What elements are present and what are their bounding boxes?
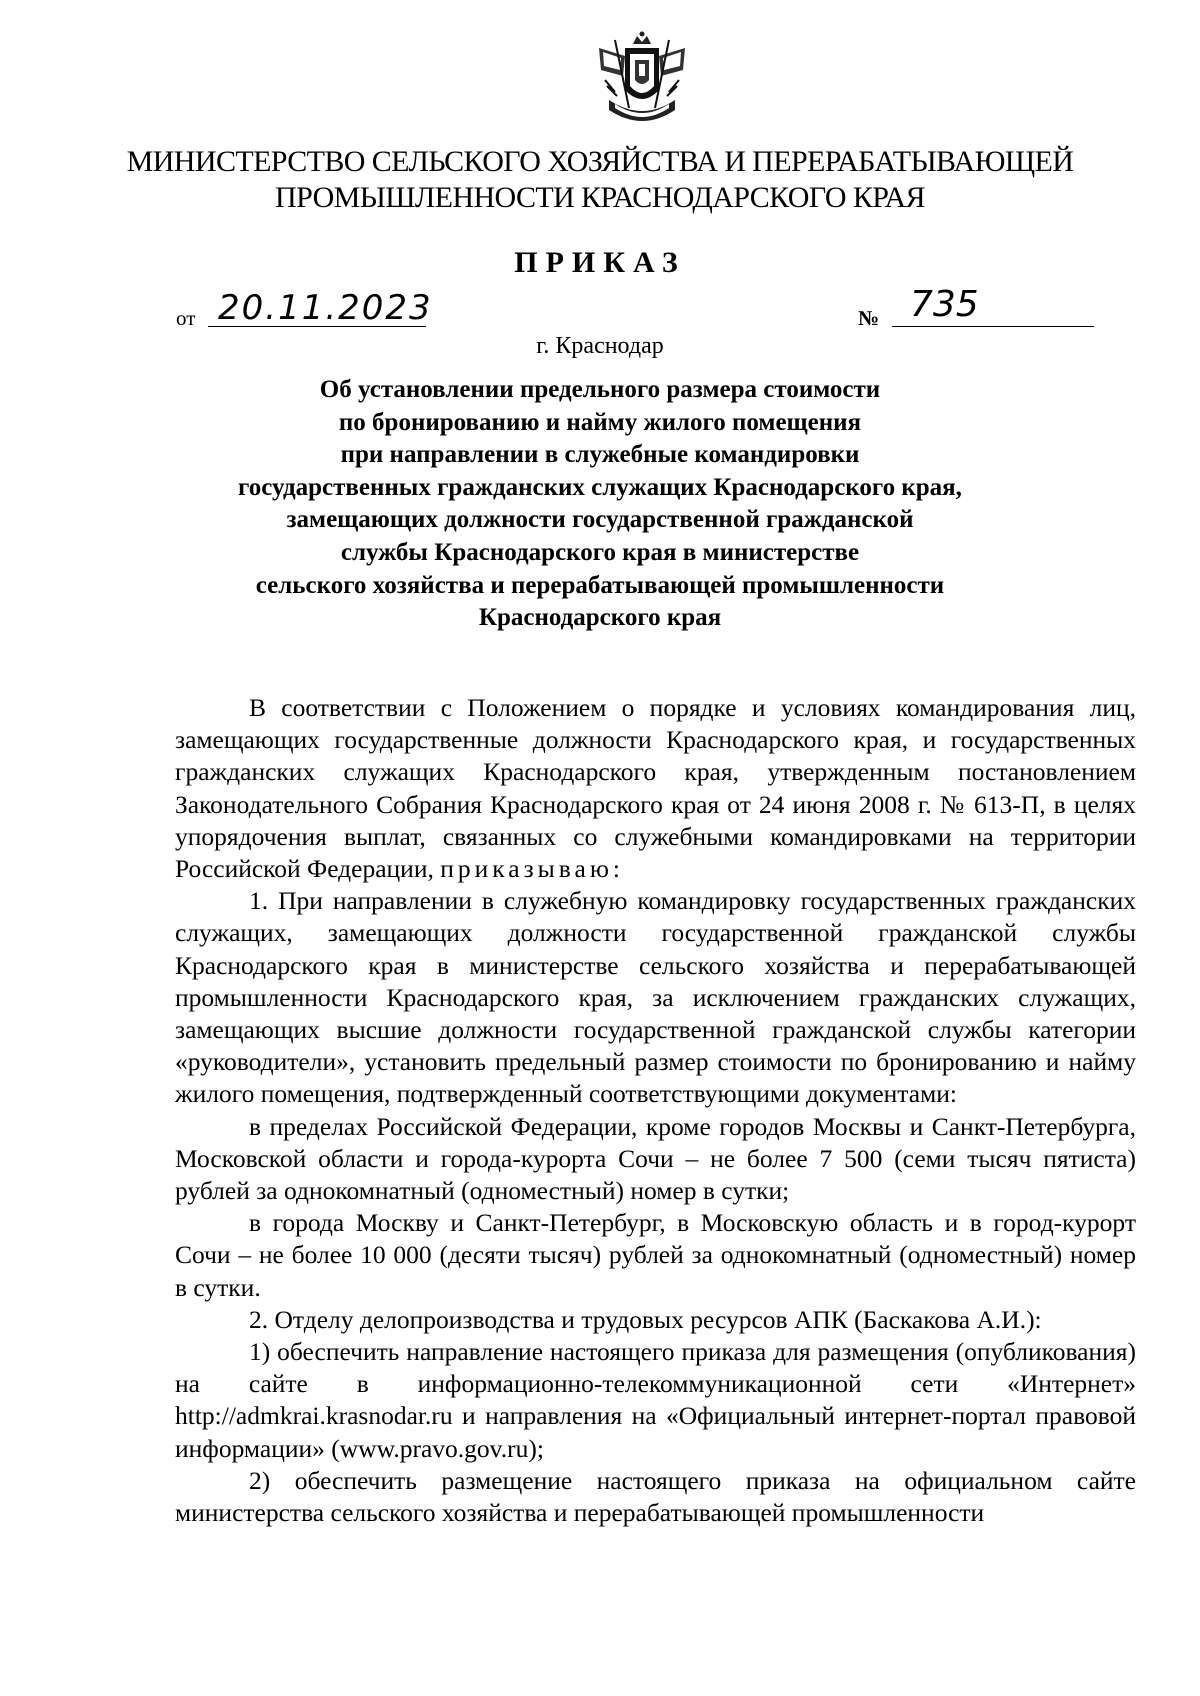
- subject-line: при направлении в служебные командировки: [340, 441, 860, 469]
- date-label: от: [176, 306, 196, 330]
- clause-1-limit-regions: в пределах Российской Федерации, кроме городов Москвы и Санкт-Петербурга, Московской области и города-курорта Сочи – не более 7 500 (семи тысяч пятиста) рублей за однокомнатный (одноместный) номер в сутки;: [175, 1111, 1136, 1206]
- preamble-text: В соответствии с Положением о порядке и условиях командирования лиц, замещающих государственные должности Краснодарского края, и государственных гражданских служащих Краснодарского края, утвержденным постановлением Законодательного Собрания Краснодарского края от 24 июня 2008 г. № 613-П, в целях упорядочения выплат, связанных со служебными командировками на территории Российской Федерации,: [175, 693, 1136, 884]
- handwritten-number: 735: [910, 284, 979, 325]
- subject-line: по бронированию и найму жилого помещения: [338, 408, 862, 436]
- order-subject: [0, 374, 1200, 635]
- preamble-paragraph: [175, 692, 1136, 885]
- subject-line: государственных гражданских служащих Краснодарского края,: [238, 473, 962, 501]
- subject-line: Краснодарского края: [478, 604, 722, 632]
- number-label: №: [858, 306, 880, 330]
- clause-1: 1. При направлении в служебную командировку государственных гражданских служащих, замещающих должности государственной гражданской службы Краснодарского края в министерстве сельского хозяйства и перерабатывающей промышленности Краснодарского края, за исключением гражданских служащих, замещающих высшие должности государственной гражданской службы категории «руководители», установить предельный размер стоимости по бронированию и найму жилого помещения, подтвержденный соответствующими документами:: [175, 886, 1136, 1109]
- krasnodar-coat-of-arms-icon: [595, 30, 689, 132]
- ministry-name: [0, 144, 1200, 216]
- city: г. Краснодар: [536, 333, 664, 359]
- clause-2: 2. Отделу делопроизводства и трудовых ресурсов АПК (Баскакова А.И.):: [249, 1304, 1042, 1334]
- clause-2-item-2: 2) обеспечить размещение настоящего приказа на официальном сайте министерства сельского хозяйства и перерабатывающей промышленности: [175, 1465, 1136, 1528]
- preamble-keyword: приказываю:: [440, 854, 624, 884]
- ministry-line-2: ПРОМЫШЛЕННОСТИ КРАСНОДАРСКОГО КРАЯ: [275, 181, 925, 214]
- subject-line: замещающих должности государственной гражданской: [286, 506, 914, 534]
- date-number-row: [0, 284, 1200, 332]
- subject-line: Об установлении предельного размера стоимости: [319, 376, 881, 403]
- order-body: [175, 692, 1136, 1529]
- subject-line: службы Краснодарского края в министерстве: [340, 538, 860, 566]
- handwritten-date: 20.11.2023: [218, 288, 433, 328]
- number-underline: [892, 326, 1094, 327]
- clause-2-item-1: 1) обеспечить направление настоящего приказа для размещения (опубликования) на сайте в информационно-телекоммуникационной сети «Интернет» http://admkrai.krasnodar.ru и направления на «Официальный интернет-портал правовой информации» (www.pravo.gov.ru);: [175, 1337, 1136, 1463]
- subject-line: сельского хозяйства и перерабатывающей промышленности: [255, 571, 945, 599]
- clause-1-limit-major-cities: в города Москву и Санкт-Петербург, в Московскую область и в город-курорт Сочи – не более 10 000 (десяти тысяч) рублей за однокомнатный (одноместный) номер в сутки.: [175, 1208, 1136, 1302]
- document-type-title: ПРИКАЗ: [514, 246, 686, 279]
- ministry-line-1: МИНИСТЕРСТВО СЕЛЬСКОГО ХОЗЯЙСТВА И ПЕРЕРАБАТЫВАЮЩЕЙ: [126, 145, 1074, 178]
